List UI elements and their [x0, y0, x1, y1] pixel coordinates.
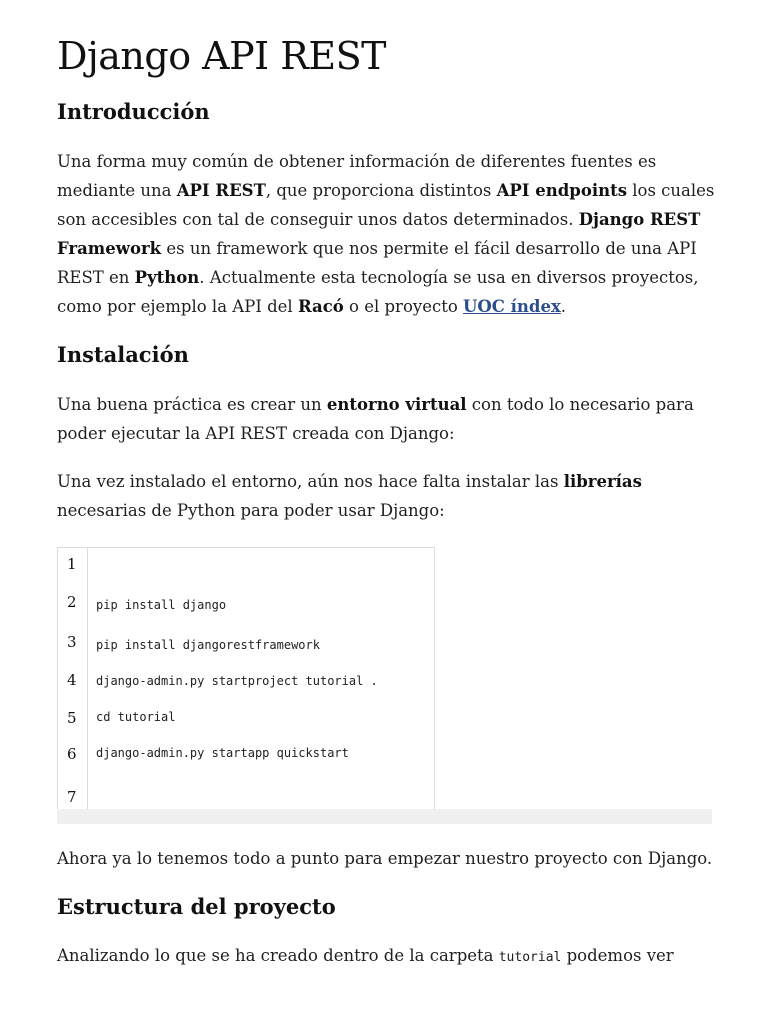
line-number: 1	[67, 555, 77, 573]
line-number: 4	[67, 671, 77, 689]
text-run: necesarias de Python para poder usar Django:	[57, 501, 445, 520]
text-run: es un framework que nos permite el fácil desarrollo de una API REST en	[57, 239, 697, 287]
code-block	[57, 547, 712, 824]
bold-entorno-virtual: entorno virtual	[326, 395, 467, 414]
text-run: .	[560, 297, 567, 316]
text-run: con todo lo necesario para poder ejecutar la API REST creada con Django:	[57, 395, 694, 443]
code-line: django-admin.py startapp quickstart	[96, 746, 349, 760]
bold-api-endpoints: API endpoints	[496, 181, 628, 200]
structure-paragraph	[57, 941, 717, 972]
code-table	[57, 547, 435, 811]
line-number: 2	[67, 593, 77, 611]
text-run: o el proyecto	[343, 297, 464, 316]
section-heading-instalacion: Instalación	[57, 342, 189, 367]
line-number: 5	[67, 709, 77, 727]
text-run: , que proporciona distintos	[265, 181, 497, 200]
bold-python: Python	[134, 268, 200, 287]
section-heading-estructura: Estructura del proyecto	[57, 894, 336, 919]
code-line: cd tutorial	[96, 710, 176, 724]
code-line: pip install djangorestframework	[96, 638, 320, 652]
bold-django-rest-framework: Django REST Framework	[57, 210, 701, 258]
bold-librerias: librerías	[563, 472, 642, 491]
line-number-gutter	[58, 548, 88, 810]
install-paragraph-2	[57, 467, 717, 525]
after-code-paragraph: Ahora ya lo tenemos todo a punto para empezar nuestro proyecto con Django.	[57, 849, 713, 868]
code-line: pip install django	[96, 598, 227, 612]
text-run: Una vez instalado el entorno, aún nos hace falta instalar las	[57, 472, 564, 491]
intro-paragraph	[57, 147, 717, 321]
horizontal-scrollbar[interactable]	[57, 809, 712, 824]
line-number: 7	[67, 788, 77, 806]
text-run: . Actualmente esta tecnología se usa en diversos proyectos, como por ejemplo la API del	[57, 268, 699, 316]
inline-code-tutorial: tutorial	[498, 950, 562, 965]
bold-raco: Racó	[297, 297, 344, 316]
code-line: django-admin.py startproject tutorial .	[96, 674, 378, 688]
bold-api-rest: API REST	[176, 181, 266, 200]
page-title: Django API REST	[57, 34, 386, 78]
line-number: 6	[67, 745, 77, 763]
text-run: Una forma muy común de obtener información de diferentes fuentes es mediante una	[57, 152, 657, 200]
uoc-index-link[interactable]: UOC índex	[463, 297, 561, 316]
text-run: Analizando lo que se ha creado dentro de la carpeta	[57, 946, 499, 965]
line-number: 3	[67, 633, 77, 651]
section-heading-introduccion: Introducción	[57, 99, 210, 124]
install-paragraph-1	[57, 390, 717, 448]
text-run: los cuales son accesibles con tal de conseguir unos datos determinados.	[57, 181, 715, 229]
text-run: podemos ver	[561, 946, 674, 965]
text-run: Una buena práctica es crear un	[57, 395, 327, 414]
